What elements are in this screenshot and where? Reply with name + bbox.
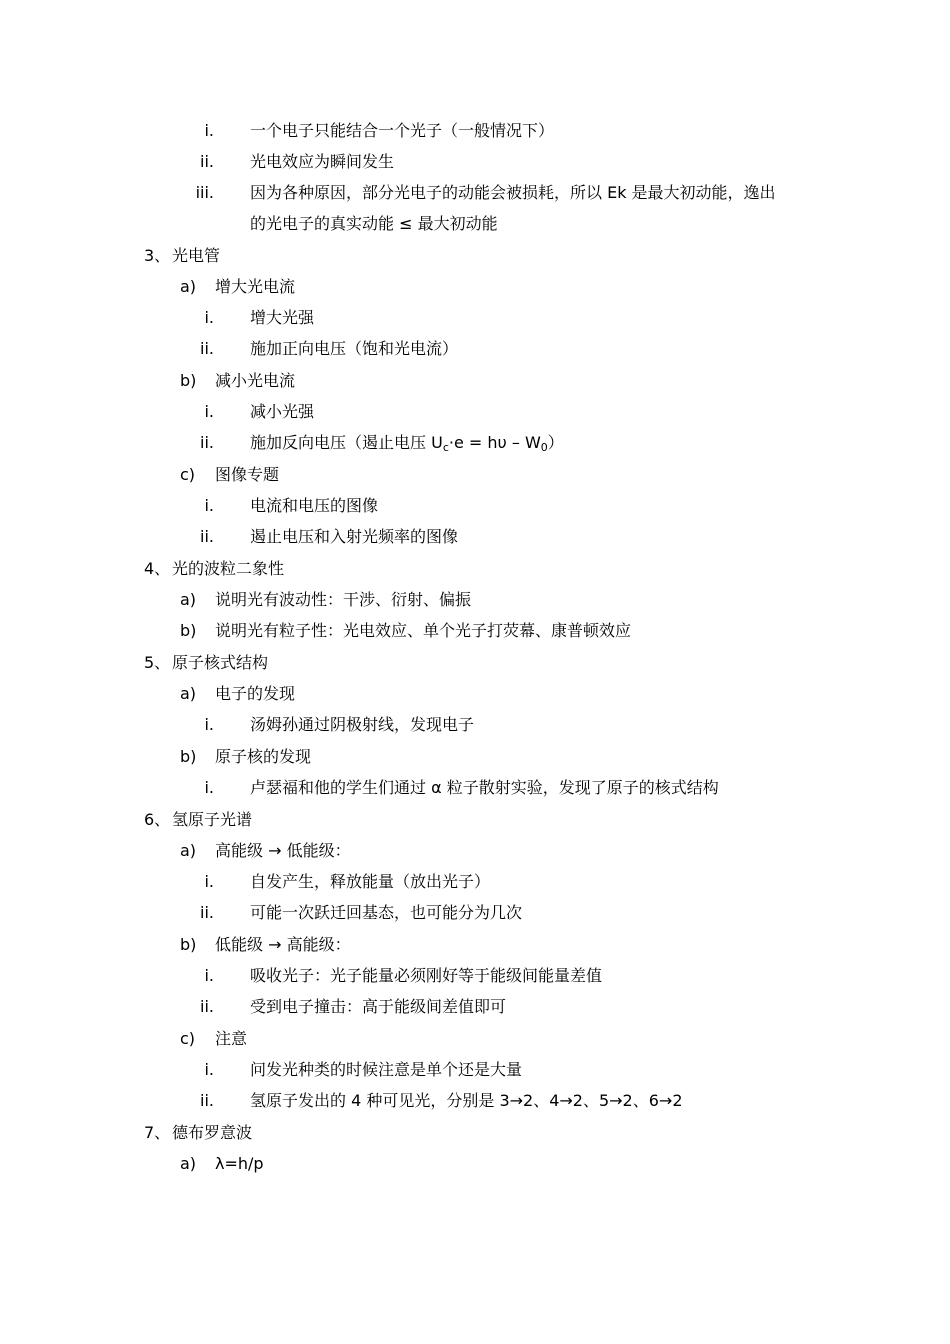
section-number: 5、 (144, 653, 171, 672)
list-text: 的光电子的真实动能 ≤ 最大初动能 (250, 214, 498, 233)
list-text: 卢瑟福和他的学生们通过 α 粒子散射实验，发现了原子的核式结构 (250, 778, 719, 797)
list-text: 氢原子发出的 4 种可见光，分别是 3→2、4→2、5→2、6→2 (250, 1091, 683, 1110)
list-text: 因为各种原因，部分光电子的动能会被损耗，所以 Ek 是最大初动能，逸出 (250, 183, 776, 202)
list-text: 原子核的发现 (215, 747, 312, 766)
list-text: 可能一次跃迁回基态，也可能分为几次 (250, 903, 523, 922)
list-marker: b) (180, 747, 197, 766)
list-marker: b) (180, 371, 197, 390)
list-text: 问发光种类的时候注意是单个还是大量 (250, 1060, 523, 1079)
list-text: 吸收光子：光子能量必须刚好等于能级间能量差值 (250, 966, 603, 985)
formula-suffix: ） (547, 433, 564, 452)
list-marker: a) (180, 277, 197, 296)
list-text: 高能级 → 低能级： (215, 841, 351, 860)
list-marker: i. (204, 778, 214, 797)
list-text: 说明光有粒子性：光电效应、单个光子打荧幕、康普顿效应 (215, 621, 632, 640)
section-title: 原子核式结构 (172, 653, 269, 672)
subscript-0: 0 (540, 441, 548, 454)
list-text: 光电效应为瞬间发生 (250, 152, 395, 171)
list-marker: i. (204, 966, 214, 985)
list-marker: ii. (200, 903, 214, 922)
list-text: 增大光强 (250, 308, 315, 327)
section-title: 德布罗意波 (172, 1123, 253, 1142)
formula-prefix: 施加反向电压（遏止电压 U (250, 433, 443, 452)
section-title: 光的波粒二象性 (172, 559, 285, 578)
list-marker: ii. (200, 997, 214, 1016)
list-text: 注意 (215, 1029, 248, 1048)
list-marker: i. (204, 715, 214, 734)
list-text: 减小光电流 (215, 371, 296, 390)
list-text: 遏止电压和入射光频率的图像 (250, 527, 459, 546)
list-text: 说明光有波动性：干涉、衍射、偏振 (215, 590, 472, 609)
list-marker: i. (204, 308, 214, 327)
list-text: 电子的发现 (215, 684, 296, 703)
list-marker: b) (180, 935, 197, 954)
list-text: 减小光强 (250, 402, 315, 421)
list-marker: ii. (200, 152, 214, 171)
list-marker: b) (180, 621, 197, 640)
list-text: 受到电子撞击：高于能级间差值即可 (250, 997, 507, 1016)
list-marker: i. (204, 402, 214, 421)
list-marker: i. (204, 872, 214, 891)
list-marker: ii. (200, 527, 214, 546)
list-text (250, 427, 564, 458)
formula-middle: ·e = hυ – W (448, 433, 541, 452)
list-text: 一个电子只能结合一个光子（一般情况下） (250, 121, 555, 140)
list-marker: c) (180, 465, 196, 484)
list-marker: i. (204, 121, 214, 140)
list-marker: ii. (200, 433, 214, 452)
list-text: 汤姆孙通过阴极射线，发现电子 (250, 715, 475, 734)
list-text: 增大光电流 (215, 277, 296, 296)
list-marker: c) (180, 1029, 196, 1048)
list-text: λ=h/p (215, 1154, 264, 1173)
section-title: 氢原子光谱 (172, 810, 253, 829)
list-marker: a) (180, 841, 197, 860)
list-text: 低能级 → 高能级： (215, 935, 351, 954)
list-text: 自发产生，释放能量（放出光子） (250, 872, 491, 891)
list-marker: a) (180, 1154, 197, 1173)
list-marker: a) (180, 590, 197, 609)
list-marker: a) (180, 684, 197, 703)
list-text: 图像专题 (215, 465, 280, 484)
list-text: 施加正向电压（饱和光电流） (250, 339, 459, 358)
list-marker: i. (204, 496, 214, 515)
section-title: 光电管 (172, 246, 221, 265)
subscript-c: c (442, 441, 449, 454)
section-number: 4、 (144, 559, 171, 578)
section-number: 7、 (144, 1123, 171, 1142)
list-marker: ii. (200, 1091, 214, 1110)
section-number: 3、 (144, 246, 171, 265)
list-text: 电流和电压的图像 (250, 496, 379, 515)
list-marker: iii. (195, 183, 214, 202)
list-marker: ii. (200, 339, 214, 358)
section-number: 6、 (144, 810, 171, 829)
list-marker: i. (204, 1060, 214, 1079)
